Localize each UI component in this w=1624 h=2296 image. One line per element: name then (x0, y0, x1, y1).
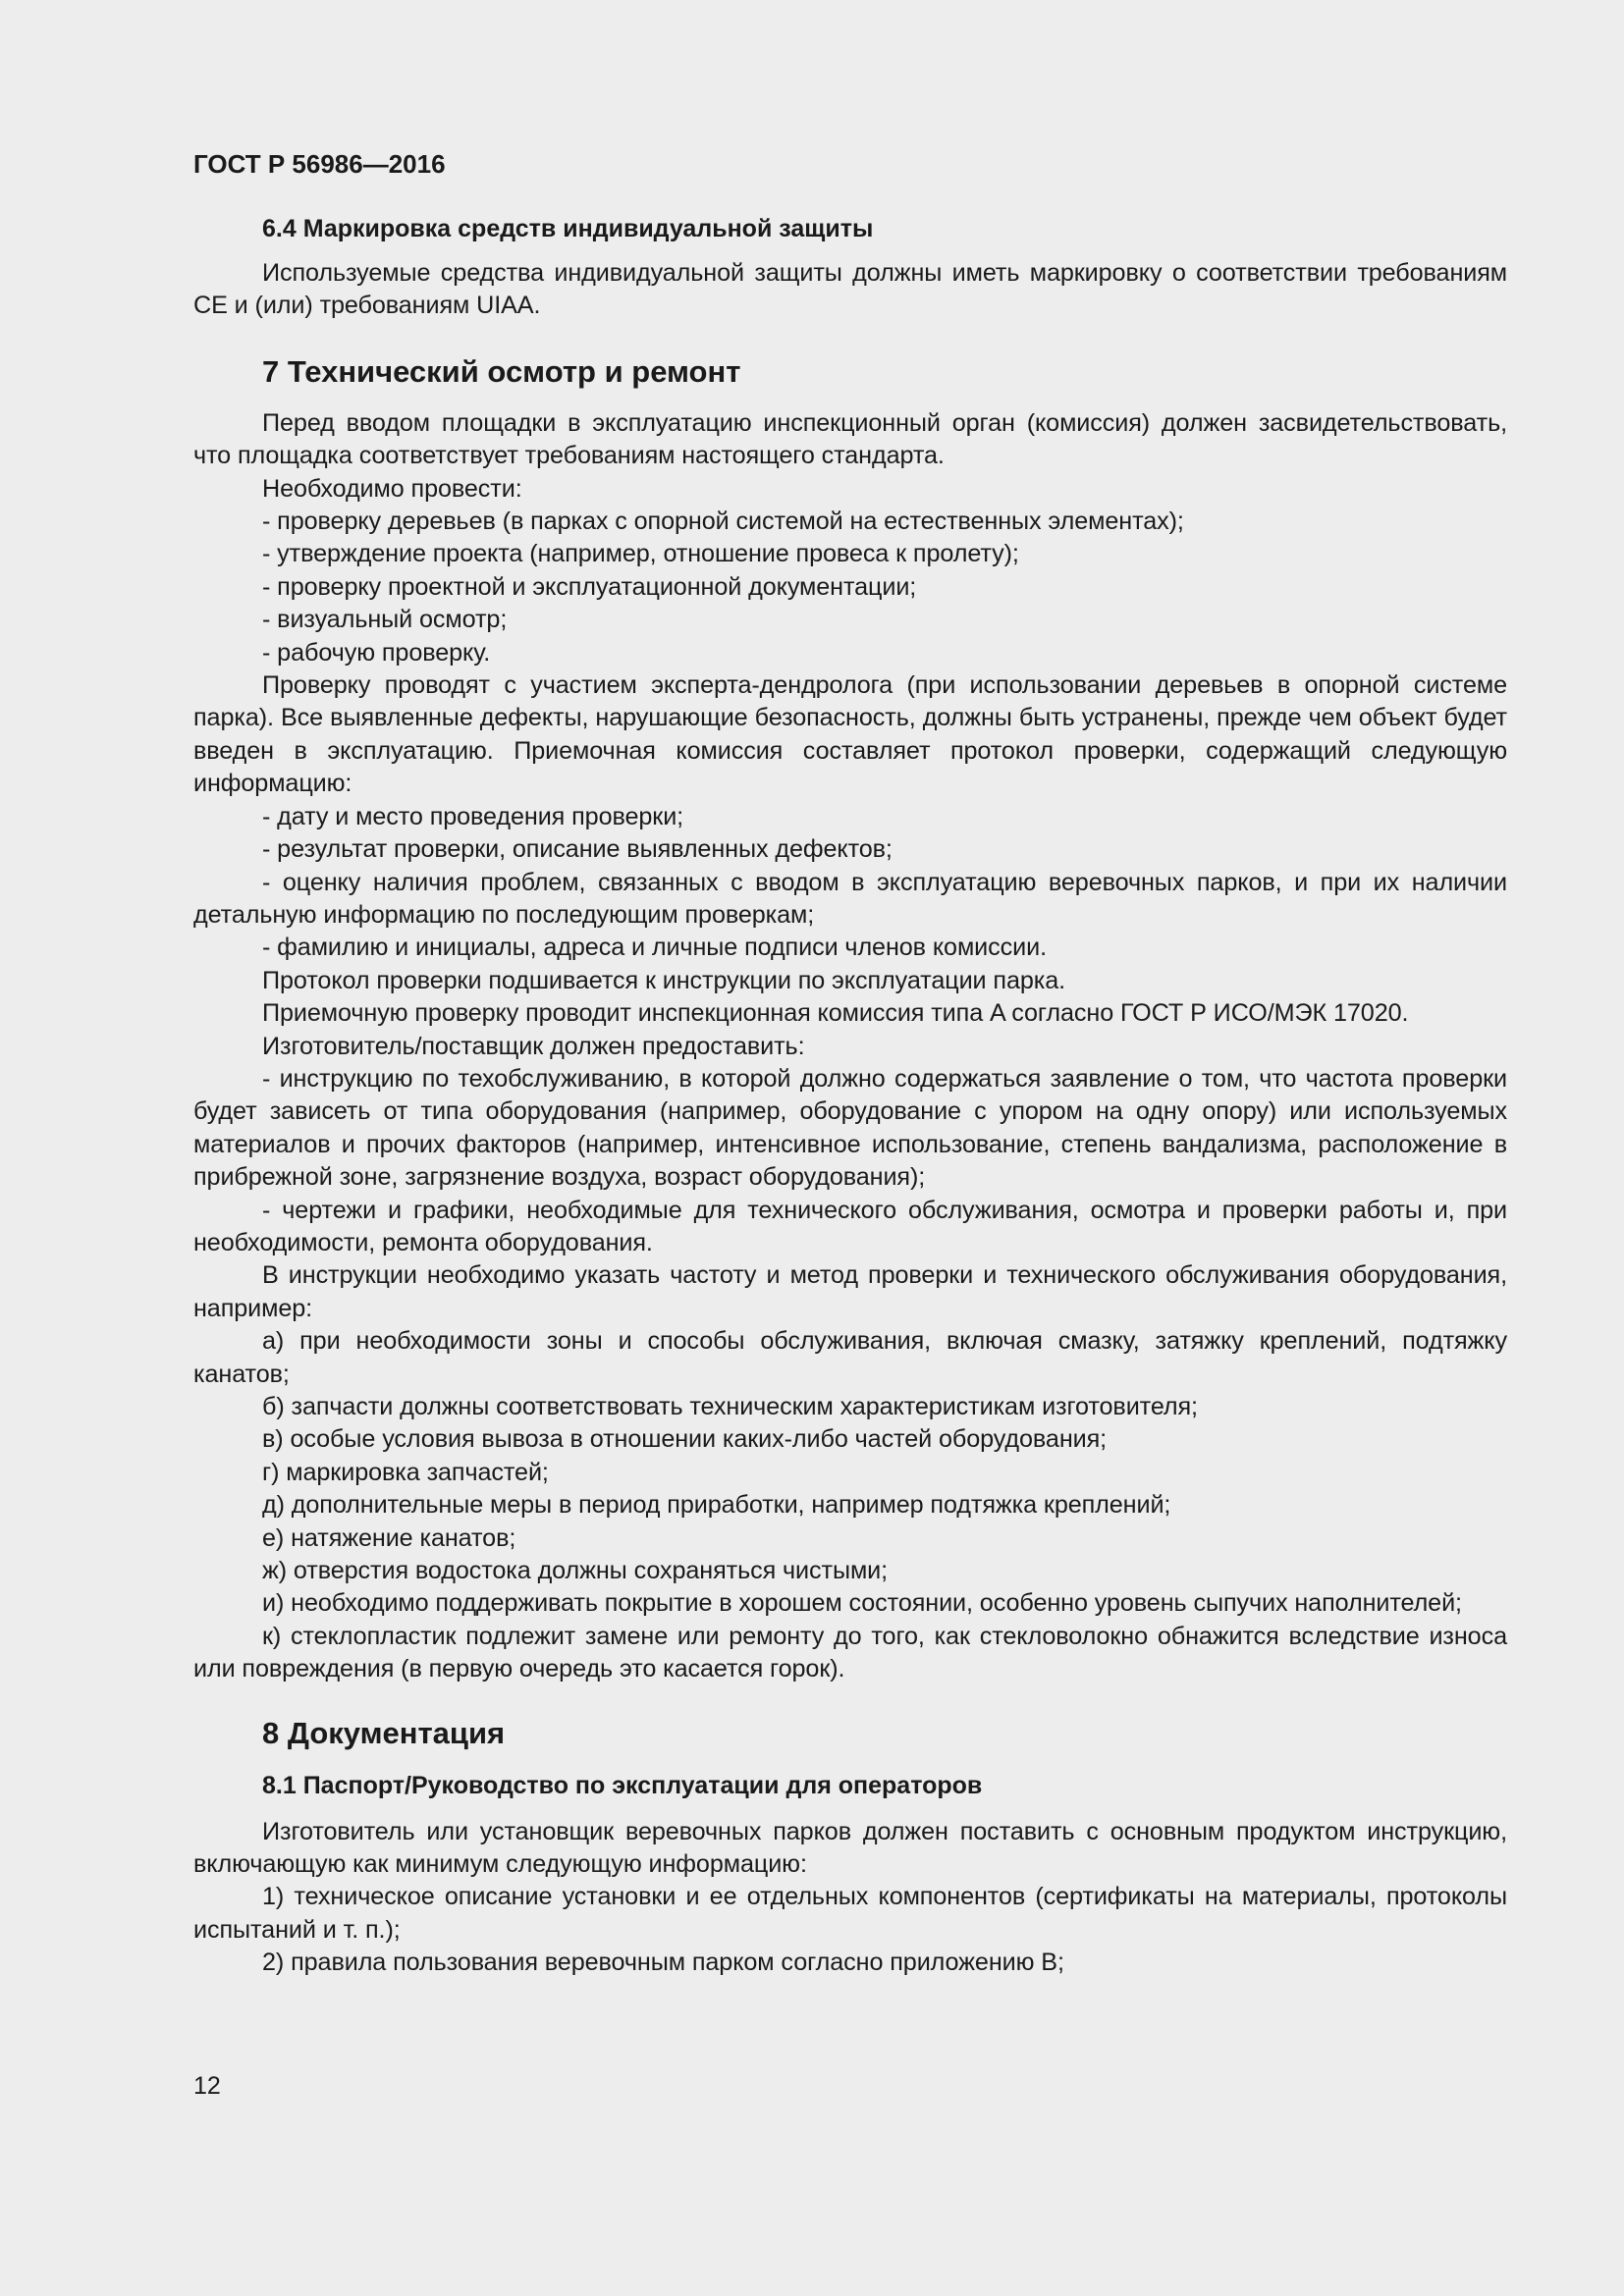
paragraph: Изготовитель/поставщик должен предоставить: (262, 1032, 805, 1060)
list-item: - чертежи и графики, необходимые для технического обслуживания, осмотра и проверки работы и, при необходимости, ремонта оборудования. (193, 1196, 1507, 1256)
list-item: - результат проверки, описание выявленных дефектов; (262, 835, 893, 864)
section-8-title: 8 Документация (262, 1715, 506, 1750)
list-item: г) маркировка запчастей; (262, 1458, 549, 1486)
list-item: - рабочую проверку. (262, 638, 491, 667)
section-7-title: 7 Технический осмотр и ремонт (262, 353, 741, 389)
list-item: и) необходимо поддерживать покрытие в хорошем состоянии, особенно уровень сыпучих наполнителей; (262, 1589, 1462, 1618)
section-8-1-title: 8.1 Паспорт/Руководство по эксплуатации для операторов (262, 1771, 983, 1799)
list-item: - утверждение проекта (например, отношение провеса к пролету); (262, 540, 1019, 568)
list-item: е) натяжение канатов; (262, 1523, 516, 1552)
list-item: - инструкцию по техобслуживанию, в которой должно содержаться заявление о том, что частота проверки будет зависеть от типа оборудования (например, оборудование с упором на одну опору) или используемых материалов и прочих факторов (например, интенсивное использование, степень вандализма, расположение в прибрежной зоне, загрязнение воздуха, возраст оборудования); (193, 1064, 1507, 1192)
paragraph: Проверку проводят с участием эксперта-дендролога (при использовании деревьев в опорной системе парка). Все выявленные дефекты, нарушающие безопасность, должны быть устранены, прежде чем объект будет введен в эксплуатацию. Приемочная комиссия составляет протокол проверки, содержащий следующую информацию: (193, 671, 1507, 798)
section-8-1-body (193, 1816, 1507, 1980)
list-item: - фамилию и инициалы, адреса и личные подписи членов комиссии. (262, 934, 1047, 962)
paragraph: В инструкции необходимо указать частоту и метод проверки и технического обслуживания оборудования, например: (193, 1261, 1507, 1322)
list-item: - проверку деревьев (в парках с опорной системой на естественных элементах); (262, 507, 1184, 536)
list-item: а) при необходимости зоны и способы обслуживания, включая смазку, затяжку креплений, подтяжку канатов; (193, 1327, 1507, 1388)
paragraph: Необходимо провести: (262, 474, 522, 503)
list-item: в) особые условия вывоза в отношении каких-либо частей оборудования; (262, 1425, 1108, 1454)
list-item: - проверку проектной и эксплуатационной документации; (262, 572, 917, 601)
paragraph: Перед вводом площадки в эксплуатацию инспекционный орган (комиссия) должен засвидетельствовать, что площадка соответствует требованиям настоящего стандарта. (193, 408, 1507, 470)
paragraph: Протокол проверки подшивается к инструкции по эксплуатации парка. (262, 966, 1066, 994)
section-6-4-title: 6.4 Маркировка средств индивидуальной защиты (262, 215, 874, 242)
list-item: к) стеклопластик подлежит замене или ремонту до того, как стекловолокно обнажится вследствие износа или повреждения (в первую очередь это касается горок). (193, 1622, 1507, 1683)
list-item: ж) отверстия водостока должны сохраняться чистыми; (262, 1557, 889, 1585)
list-item: - оценку наличия проблем, связанных с вводом в эксплуатацию веревочных парков, и при их наличии детальную информацию по последующим проверкам; (193, 868, 1507, 929)
section-7-body (193, 407, 1507, 1686)
list-item: - дату и место проведения проверки; (262, 802, 684, 830)
list-item: - визуальный осмотр; (262, 606, 508, 634)
document-page (193, 147, 1507, 1980)
document-code: ГОСТ Р 56986—2016 (193, 149, 446, 179)
list-item: б) запчасти должны соответствовать техническим характеристикам изготовителя; (262, 1393, 1198, 1420)
list-item: 2) правила пользования веревочным парком согласно приложению В; (262, 1949, 1064, 1977)
paragraph: Приемочную проверку проводит инспекционная комиссия типа A согласно ГОСТ Р ИСО/МЭК 17020. (262, 999, 1409, 1028)
list-item: 1) техническое описание установки и ее отдельных компонентов (сертификаты на материалы, протоколы испытаний и т. п.); (193, 1883, 1507, 1944)
section-6-4-body (193, 257, 1507, 323)
paragraph: Используемые средства индивидуальной защиты должны иметь маркировку о соответствии требованиям CE и (или) требованиям UIAA. (193, 259, 1507, 320)
list-item: д) дополнительные меры в период приработки, например подтяжка креплений; (262, 1491, 1171, 1520)
page-number: 12 (193, 2072, 221, 2100)
paragraph: Изготовитель или установщик веревочных парков должен поставить с основным продуктом инструкцию, включающую как минимум следующую информацию: (193, 1817, 1507, 1879)
